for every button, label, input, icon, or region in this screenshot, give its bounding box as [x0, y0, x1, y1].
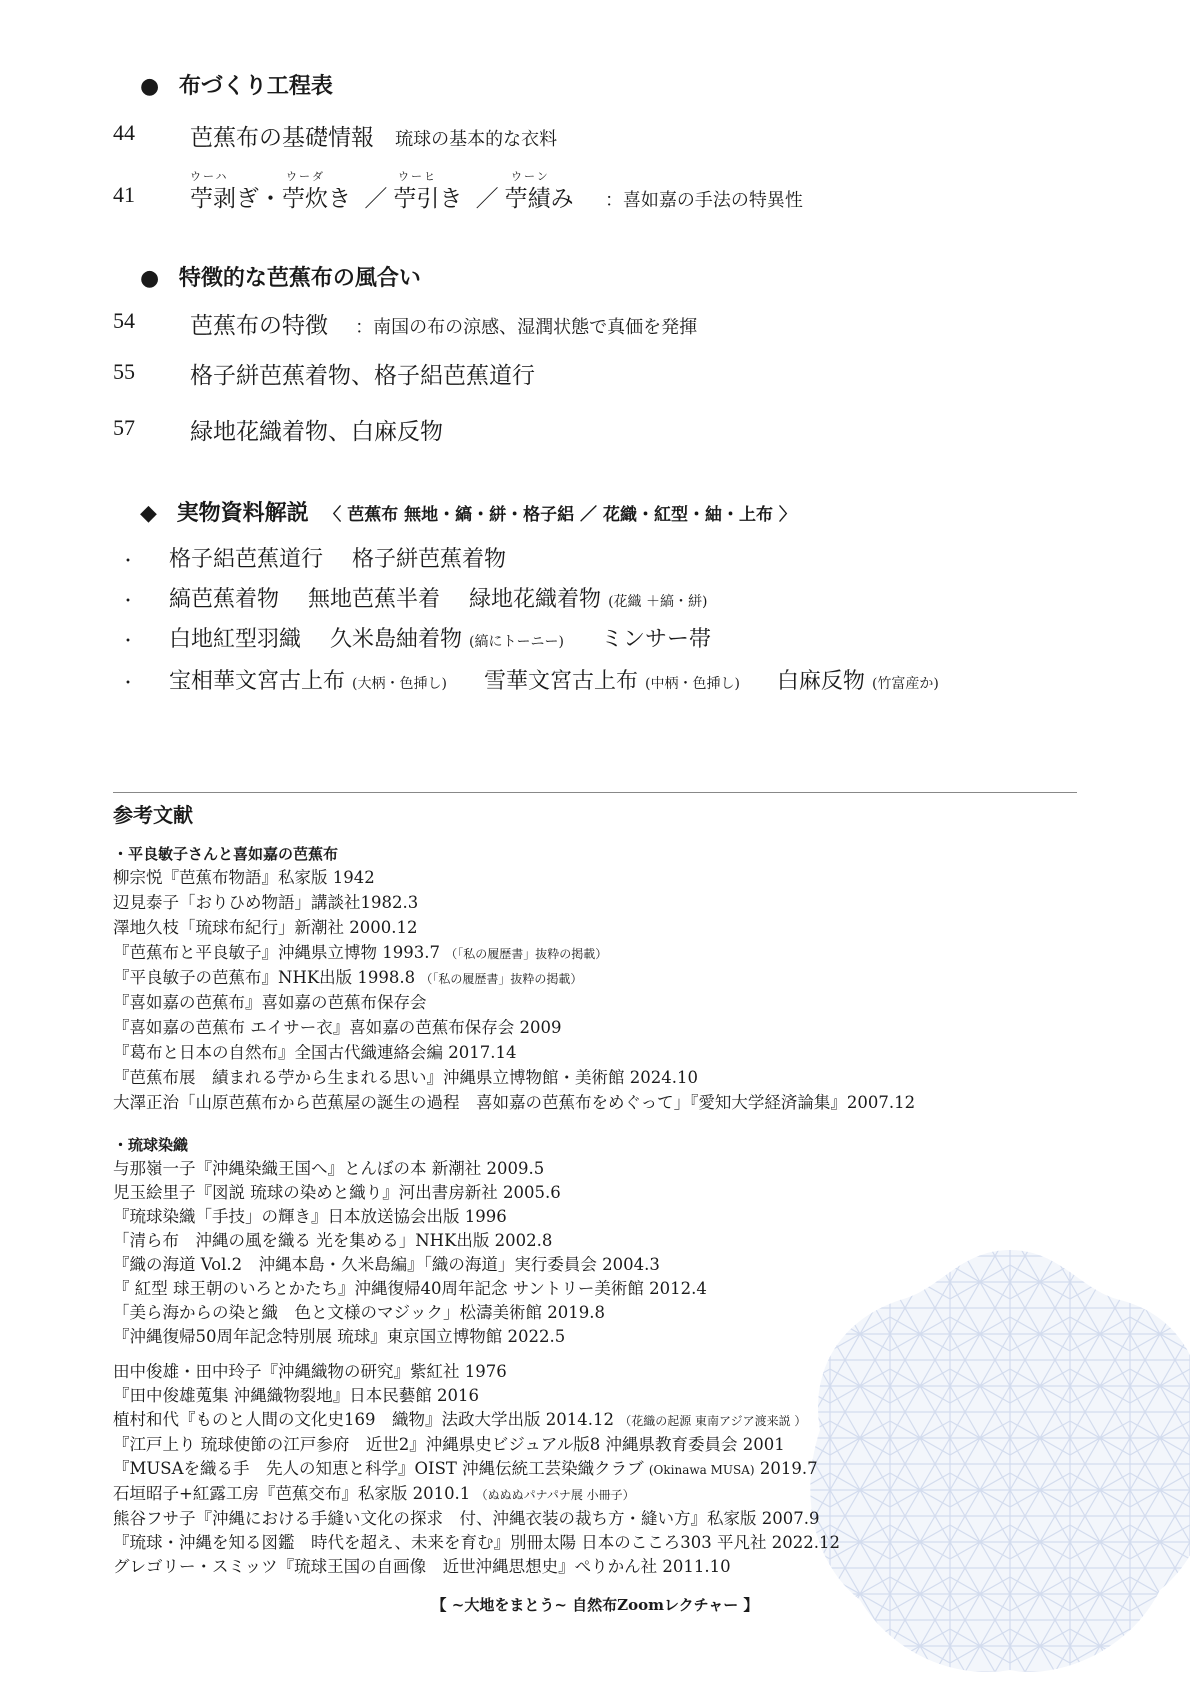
reference	[113, 966, 915, 991]
item: 久米島紬着物	[330, 627, 463, 652]
reference-text: 「清ら布 沖縄の風を織る 光を集める」NHK出版 2002.8	[113, 1231, 553, 1250]
reference	[113, 1091, 915, 1116]
reference-text: 熊谷フサ子『沖縄における手縫い文化の探求 付、沖縄衣装の裁ち方・縫い方』私家版 2007.9	[113, 1509, 820, 1528]
reference	[113, 1066, 915, 1091]
item-note: (花織 ＋縞・絣)	[608, 594, 708, 610]
section-heading-features	[140, 261, 421, 292]
item-line	[120, 664, 939, 695]
footer-title: 【 ~大地をまとう~ 自然布Zoomレクチャー 】	[431, 1596, 759, 1614]
reference-text: 与那嶺一子『沖縄染織王国へ』とんぼの本 新潮社 2009.5	[113, 1159, 545, 1178]
entry-subtitle: ：南国の布の涼感、湿潤状態で真価を発揮	[355, 317, 698, 338]
ruby-text: ウーヒ	[398, 170, 437, 183]
reference-text: 『喜如嘉の芭蕉布 エイサー衣』喜如嘉の芭蕉布保存会 2009	[113, 1018, 562, 1037]
bullet: ・	[120, 673, 137, 692]
reference-note: （「私の履歴書」抜粋の掲載）	[445, 947, 608, 961]
reference	[113, 891, 915, 916]
reference	[113, 941, 915, 966]
reference-text: 2019.7	[759, 1459, 818, 1478]
item: 格子絣芭蕉着物	[352, 547, 507, 572]
page-number: 44	[113, 120, 135, 145]
reference	[113, 1507, 840, 1531]
entry-subtitle: 琉球の基本的な衣料	[395, 129, 558, 150]
page-number: 41	[113, 182, 135, 207]
reference	[113, 1277, 707, 1301]
reference-text: 『織の海道 Vol.2 沖縄本島・久米島編』「織の海道」実行委員会 2004.3	[113, 1255, 660, 1274]
item: 格子絽芭蕉道行	[169, 547, 324, 572]
reference	[113, 1301, 707, 1325]
reference-text: 植村和代『ものと人間の文化史169 織物』法政大学出版 2014.12	[113, 1410, 614, 1429]
term: 苧剥ぎ	[190, 186, 259, 212]
page-number: 54	[113, 308, 135, 333]
reference	[113, 1555, 840, 1579]
toc-entry	[190, 307, 697, 340]
reference	[113, 1433, 840, 1457]
item-line	[120, 622, 711, 653]
section-subtitle: 〈 芭蕉布 無地・縞・絣・格子絽 ／ 花織・紅型・紬・上布 〉	[324, 505, 796, 525]
reference-note: （花織の起源 東南アジア渡来説 ）	[619, 1414, 807, 1428]
reference	[113, 1360, 840, 1384]
reference-text: 「美ら海からの染と織 色と文様のマジック」松濤美術館 2019.8	[113, 1303, 605, 1322]
section-title: 実物資料解説	[176, 500, 309, 526]
bullet: ・	[120, 551, 137, 570]
reference	[113, 1531, 840, 1555]
reference-text: 『芭蕉布と平良敏子』沖縄県立博物 1993.7	[113, 943, 440, 962]
reference	[113, 991, 915, 1016]
reference-text: 児玉絵里子『図説 琉球の染めと織り』河出書房新社 2005.6	[113, 1183, 561, 1202]
reference	[113, 1205, 707, 1229]
entry-title: 格子絣芭蕉着物、格子絽芭蕉道行	[190, 363, 535, 389]
reference	[113, 1457, 840, 1482]
bullet-circle: ●	[140, 73, 160, 99]
reference	[113, 1181, 707, 1205]
toc-entry	[190, 180, 803, 213]
reference	[113, 1408, 840, 1433]
reference	[113, 1325, 707, 1349]
references-group-2	[113, 1157, 707, 1349]
item-line	[120, 542, 506, 573]
reference-text: 『平良敏子の芭蕉布』NHK出版 1998.8	[113, 968, 416, 987]
item-note: (竹富産か)	[871, 676, 939, 692]
references-group-1	[113, 866, 915, 1116]
bullet-circle: ●	[140, 265, 160, 291]
toc-entry	[190, 119, 557, 152]
item-note: (縞にトーニー)	[469, 634, 564, 650]
references-group-title: ・平良敏子さんと喜如嘉の芭蕉布	[113, 845, 339, 863]
divider	[113, 792, 1077, 793]
reference-note: （「私の履歴書」抜粋の掲載）	[420, 972, 583, 986]
section-heading-materials	[140, 496, 796, 527]
reference	[113, 1253, 707, 1277]
entry-title: 緑地花織着物、白麻反物	[190, 419, 443, 445]
item: 雪華文宮古上布	[483, 669, 638, 694]
reference-text: 『 紅型 球王朝のいろとかたち』沖縄復帰40周年記念 サントリー美術館 2012.4	[113, 1279, 707, 1298]
reference-text: 澤地久枝「琉球布紀行」新潮社 2000.12	[113, 918, 418, 937]
reference-text: 『江戸上り 琉球使節の江戸参府 近世2』沖縄県史ビジュアル版8 沖縄県教育委員会 2001	[113, 1435, 785, 1454]
reference-text: 『葛布と日本の自然布』全国古代織連絡会編 2017.14	[113, 1043, 517, 1062]
bullet: ・	[120, 591, 137, 610]
ruby-text: ウーン	[511, 170, 550, 183]
reference	[113, 1229, 707, 1253]
item-note: (大柄・色挿し)	[352, 676, 447, 692]
reference-text: 『沖縄復帰50周年記念特別展 琉球』東京国立博物館 2022.5	[113, 1327, 566, 1346]
reference	[113, 1041, 915, 1066]
reference-text: 『喜如嘉の芭蕉布』喜如嘉の芭蕉布保存会	[113, 993, 427, 1012]
entry-title: 芭蕉布の特徴	[190, 313, 328, 339]
reference	[113, 1482, 840, 1507]
references-group-3	[113, 1360, 840, 1579]
item: 緑地花織着物	[469, 587, 602, 612]
bullet-diamond: ◆	[140, 500, 157, 526]
item: 縞芭蕉着物	[169, 587, 280, 612]
reference	[113, 1016, 915, 1041]
reference-text: グレゴリー・スミッツ『琉球王国の自画像 近世沖縄思想史』ぺりかん社 2011.10	[113, 1557, 731, 1576]
term: 苧績み	[504, 186, 574, 212]
ruby-text: ウーハ	[190, 170, 229, 183]
term: 苧炊き	[282, 186, 351, 212]
section-title: 布づくり工程表	[178, 73, 333, 99]
reference-text: 石垣昭子+紅露工房『芭蕉交布』私家版 2010.1	[113, 1484, 471, 1503]
item: 白地紅型羽織	[169, 627, 302, 652]
item: ミンサー帯	[600, 627, 711, 652]
reference-text: 大澤正治「山原芭蕉布から芭蕉屋の誕生の過程 喜如嘉の芭蕉布をめぐって」『愛知大学経済論集』2007.12	[113, 1093, 916, 1112]
references-heading: 参考文献	[113, 803, 193, 827]
reference-note: (Okinawa MUSA)	[648, 1463, 755, 1477]
item-line	[120, 582, 707, 613]
reference-text: 辺見泰子「おりひめ物語」講談社1982.3	[113, 893, 419, 912]
reference-text: 『MUSAを織る手 先人の知恵と科学』OIST 沖縄伝統工芸染織クラブ	[113, 1459, 644, 1478]
item: 宝相華文宮古上布	[169, 669, 346, 694]
reference-note: （ぬぬぬパナパナ展 小冊子）	[475, 1488, 635, 1502]
section-title: 特徴的な芭蕉布の風合い	[178, 265, 421, 291]
page-number: 57	[113, 415, 135, 440]
references-group-title: ・琉球染織	[113, 1136, 189, 1154]
reference	[113, 1384, 840, 1408]
term: 苧引き	[393, 186, 463, 212]
separator: ・	[259, 186, 282, 212]
reference	[113, 916, 915, 941]
separator: ／	[475, 186, 499, 212]
entry-title: 芭蕉布の基礎情報	[190, 125, 374, 151]
item: 白麻反物	[776, 669, 865, 694]
separator: ／	[364, 186, 388, 212]
reference	[113, 1157, 707, 1181]
reference-text: 『琉球・沖縄を知る図鑑 時代を超え、未来を育む』別冊太陽 日本のこころ303 平凡社 2022.12	[113, 1533, 840, 1552]
item: 無地芭蕉半着	[308, 587, 441, 612]
reference-text: 柳宗悦『芭蕉布物語』私家版 1942	[113, 868, 375, 887]
reference-text: 『琉球染織「手技」の輝き』日本放送協会出版 1996	[113, 1207, 507, 1226]
entry-subtitle: ：喜如嘉の手法の特異性	[604, 190, 803, 211]
bullet: ・	[120, 631, 137, 650]
asanoha-watermark	[800, 1230, 1190, 1690]
reference	[113, 866, 915, 891]
page-number: 55	[113, 359, 135, 384]
section-heading-process	[140, 69, 333, 100]
item-note: (中柄・色挿し)	[644, 676, 740, 692]
reference-text: 『芭蕉布展 績まれる苧から生まれる思い』沖縄県立博物館・美術館 2024.10	[113, 1068, 698, 1087]
reference-text: 『田中俊雄蒐集 沖縄織物裂地』日本民藝館 2016	[113, 1386, 479, 1405]
reference-text: 田中俊雄・田中玲子『沖縄織物の研究』紫紅社 1976	[113, 1362, 507, 1381]
ruby-text: ウーダ	[286, 170, 325, 183]
